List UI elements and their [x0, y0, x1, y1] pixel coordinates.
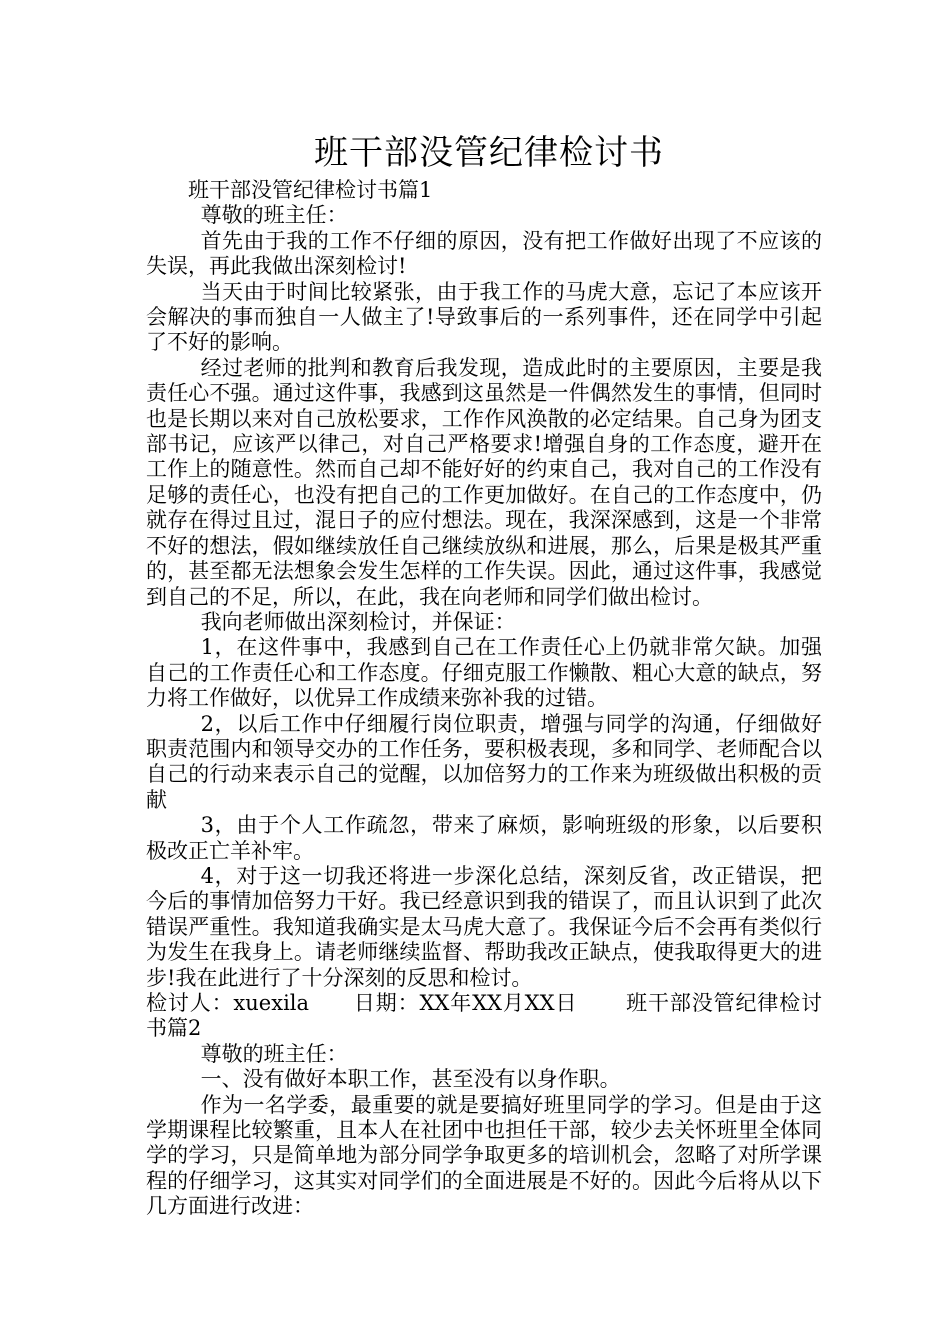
paragraph: 一、没有做好本职工作，甚至没有以身作职。 — [200, 1067, 621, 1092]
section-heading-1: 班干部没管纪律检讨书篇1 — [188, 178, 433, 202]
document-page — [146, 128, 822, 1220]
paragraph: 3，由于个人工作疏忽，带来了麻烦，影响班级的形象，以后要积极改正亡羊补牢。 — [146, 813, 822, 863]
paragraph: 经过老师的批判和教育后我发现，造成此时的主要原因，主要是我责任心不强。通过这件事，我感到这虽然是一件偶然发生的事情，但同时也是长期以来对自己放松要求，工作作风涣散的必定结果。自己身为团支部书记，应该严以律己，对自己严格要求!增强自身的工作态度，避开在工作上的随意性。然而自己却不能好好的约束自己，我对自己的工作没有足够的责任心，也没有把自己的工作更加做好。在自己的工作态度中，仍就存在得过且过，混日子的应付想法。现在，我深深感到，这是一个非常不好的想法，假如继续放任自己继续放纵和进展，那么，后果是极其严重的，甚至都无法想象会发生怎样的工作失误。因此，通过这件事，我感觉到自己的不足，所以，在此，我在向老师和同学们做出检讨。 — [146, 355, 822, 609]
paragraph: 首先由于我的工作不仔细的原因，没有把工作做好出现了不应该的失误，再此我做出深刻检讨! — [146, 228, 822, 279]
paragraph: 4，对于这一切我还将进一步深化总结，深刻反省，改正错误，把今后的事情加倍努力干好。我已经意识到我的错误了，而且认识到了此次错误严重性。我知道我确实是太马虎大意了。我保证今后不会再有类似行为发生在我身上。请老师继续监督、帮助我改正缺点，使我取得更大的进步!我在此进行了十分深刻的反思和检讨。 — [146, 863, 822, 990]
signature-line — [146, 991, 822, 1042]
paragraph: 当天由于时间比较紧张，由于我工作的马虎大意，忘记了本应该开会解决的事而独自一人做主了!导致事后的一系列事件，还在同学中引起了不好的影响。 — [146, 279, 822, 355]
date: 日期：XX年XX月XX日 — [353, 991, 578, 1015]
paragraph: 2，以后工作中仔细履行岗位职责，增强与同学的沟通，仔细做好职责范围内和领导交办的工作任务，要积极表现，多和同学、老师配合以自己的行动来表示自己的觉醒，以加倍努力的工作来为班级做出积极的贡献 — [146, 711, 822, 812]
greeting-2: 尊敬的班主任： — [200, 1041, 348, 1066]
greeting-1: 尊敬的班主任： — [200, 203, 348, 228]
signature: 检讨人：xuexila — [146, 991, 310, 1015]
paragraph: 作为一名学委，最重要的就是要搞好班里同学的学习。但是由于这学期课程比较繁重，且本人在社团中也担任干部，较少去关怀班里全体同学的学习，只是简单地为部分同学争取更多的培训机会，忽略了对所学课程的仔细学习，这其实对同学们的全面进展是不好的。因此今后将从以下几方面进行改进： — [146, 1092, 822, 1219]
paragraph: 我向老师做出深刻检讨，并保证： — [200, 609, 516, 634]
document-title: 班干部没管纪律检讨书 — [314, 133, 664, 173]
section-heading-2: 班干部没管纪律检讨书篇2 — [146, 991, 823, 1041]
paragraph: 1，在这件事中，我感到自己在工作责任心上仍就非常欠缺。加强自己的工作责任心和工作态度。仔细克服工作懒散、粗心大意的缺点，努力将工作做好，以优异工作成绩来弥补我的过错。 — [146, 635, 822, 711]
